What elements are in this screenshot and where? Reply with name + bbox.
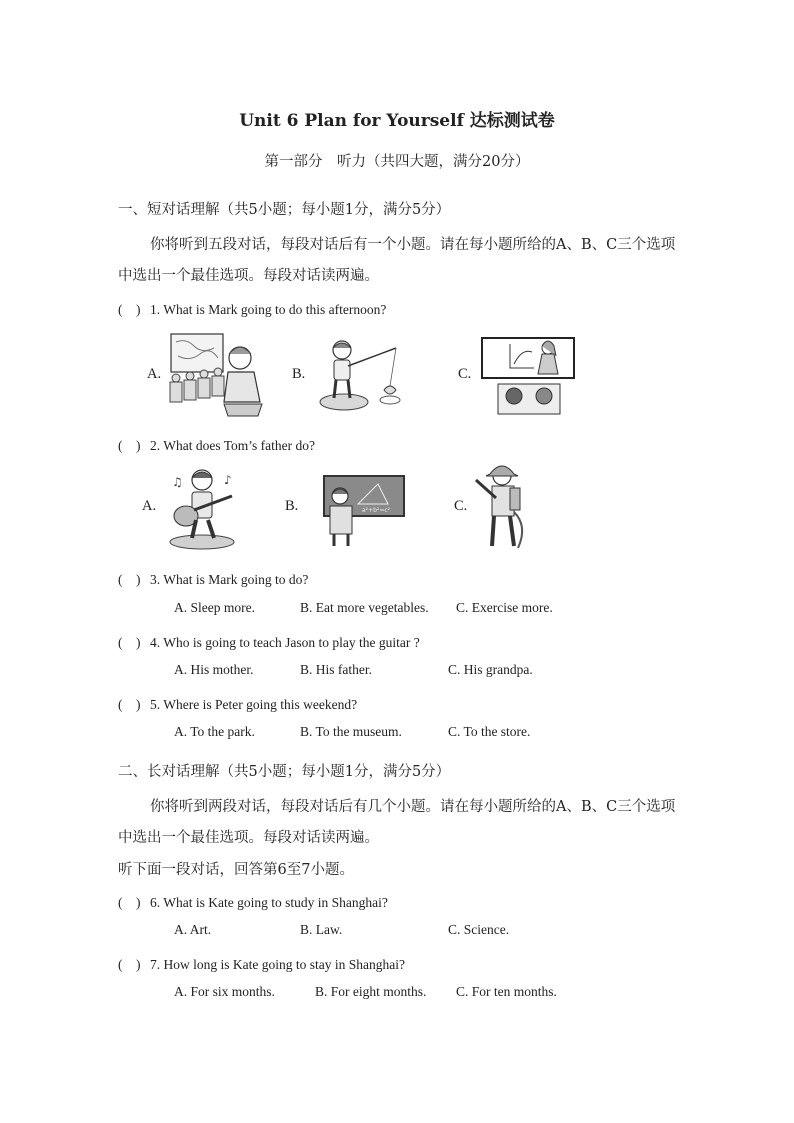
question-1 <box>118 298 386 318</box>
boy-at-map-classroom-image <box>168 332 264 418</box>
option-c: C. To the store. <box>448 724 531 739</box>
question-text: 1. What is Mark going to do this afternoon? <box>150 302 387 317</box>
man-playing-guitar-image <box>166 466 242 550</box>
section2-instruction: 你将听到两段对话，每段对话后有几个小题。请在每小题所给的A、B、C三个选项中选出一个最佳选项。每段对话读两遍。 <box>118 799 676 846</box>
option-a: A. To the park. <box>174 724 255 739</box>
question-2 <box>118 434 315 454</box>
option-b-label: B. <box>285 498 299 514</box>
answer-blank: ( ) <box>118 895 141 910</box>
option-c: C. Exercise more. <box>456 600 553 615</box>
question-5 <box>118 693 357 713</box>
option-b: B. Eat more vegetables. <box>300 600 429 615</box>
question-text: 2. What does Tom’s father do? <box>150 438 316 453</box>
option-a-label: A. <box>142 498 157 514</box>
question-3 <box>118 568 308 588</box>
option-c: C. His grandpa. <box>448 662 533 677</box>
section1-heading: 一、短对话理解（共5小题；每小题1分，满分5分） <box>118 202 451 218</box>
question-text: 4. Who is going to teach Jason to play the guitar ? <box>150 635 420 650</box>
question-text: 5. Where is Peter going this weekend? <box>150 697 358 712</box>
page-title: Unit 6 Plan for Yourself 达标测试卷 <box>239 111 555 131</box>
svg-text:♪: ♪ <box>224 473 232 487</box>
question-text: 6. What is Kate going to study in Shanghai? <box>150 895 388 910</box>
answer-blank: ( ) <box>118 302 141 317</box>
teacher-at-blackboard-image <box>322 474 406 548</box>
teacher-at-board-image <box>480 336 576 416</box>
answer-blank: ( ) <box>118 957 141 972</box>
part-heading: 第一部分 听力（共四大题，满分20分） <box>264 154 530 170</box>
firefighter-with-hose-image <box>474 462 530 550</box>
option-a: A. Art. <box>174 922 212 937</box>
section2-note: 听下面一段对话，回答第6至7小题。 <box>118 862 354 878</box>
svg-text:♫: ♫ <box>172 475 183 489</box>
option-b: B. For eight months. <box>315 984 427 999</box>
option-c-label: C. <box>454 498 468 514</box>
option-c: C. For ten months. <box>456 984 557 999</box>
option-b: B. Law. <box>300 922 343 937</box>
answer-blank: ( ) <box>118 635 141 650</box>
option-b-label: B. <box>292 366 306 382</box>
answer-blank: ( ) <box>118 438 141 453</box>
option-b: B. To the museum. <box>300 724 402 739</box>
option-b: B. His father. <box>300 662 372 677</box>
svg-text:a²+b²=c²: a²+b²=c² <box>362 507 391 514</box>
option-c: C. Science. <box>448 922 510 937</box>
question-text: 7. How long is Kate going to stay in Shanghai? <box>150 957 405 972</box>
question-6 <box>118 891 388 911</box>
option-c-label: C. <box>458 366 472 382</box>
question-text: 3. What is Mark going to do? <box>150 572 309 587</box>
boy-fishing-image <box>318 338 400 414</box>
option-a: A. His mother. <box>174 662 254 677</box>
section1-instruction: 你将听到五段对话，每段对话后有一个小题。请在每小题所给的A、B、C三个选项中选出一个最佳选项。每段对话读两遍。 <box>118 237 676 284</box>
question-7 <box>118 953 405 973</box>
section2-heading: 二、长对话理解（共5小题；每小题1分，满分5分） <box>118 764 451 780</box>
answer-blank: ( ) <box>118 697 141 712</box>
option-a: A. Sleep more. <box>174 600 255 615</box>
question-4 <box>118 631 420 651</box>
option-a: A. For six months. <box>174 984 275 999</box>
option-a-label: A. <box>147 366 162 382</box>
answer-blank: ( ) <box>118 572 141 587</box>
